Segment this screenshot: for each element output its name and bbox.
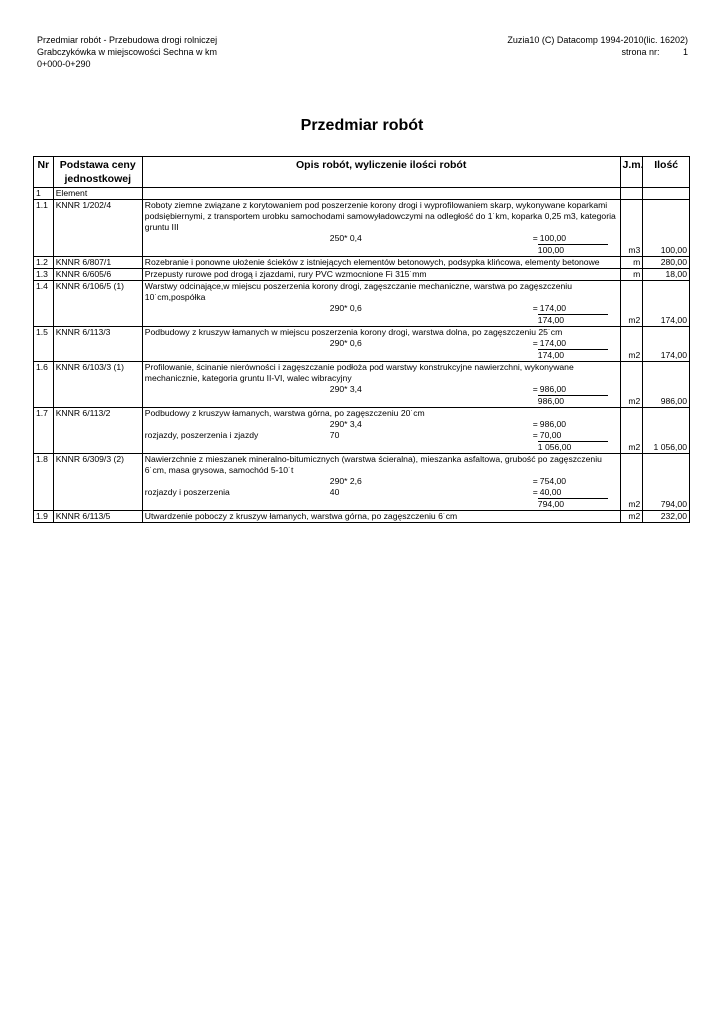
item-qty: 100,00 [643, 200, 690, 257]
header-line: Przedmiar robót - Przebudowa drogi rolniczej [37, 35, 218, 45]
section-desc: Element [53, 188, 142, 200]
item-unit: m [620, 269, 643, 281]
table-row [34, 281, 690, 304]
item-description: Roboty ziemne związane z korytowaniem pod poszerzenie korony drogi i wyprofilowaniem skarp, wykonywane koparkami podsiębiernymi, z transportem urobku samochodami samowyładowczymi na odległość do 1˙km, koparka 0,25 m3, kategoria gruntu III [142, 200, 620, 234]
calc-equals: = [532, 419, 538, 429]
calc-expression: 290* 0,6 [329, 303, 362, 313]
calc-cell [142, 419, 620, 430]
table-row [34, 327, 690, 339]
calc-cell [142, 338, 620, 349]
calc-equals: = [532, 233, 538, 243]
header-nr: Nr [34, 157, 54, 188]
item-nr: 1.6 [34, 362, 54, 408]
item-description: Rozebranie i ponowne ułożenie ścieków z istniejących elementów betonowych, podsypka klińcowa, elementy betonowe [142, 257, 620, 269]
header-base: Podstawa ceny jednostkowej [53, 157, 142, 188]
item-base: KNNR 6/103/3 (1) [53, 362, 142, 408]
item-base: KNNR 6/113/2 [53, 408, 142, 454]
document-header-left [37, 34, 217, 70]
header-line: 0+000-0+290 [37, 59, 91, 69]
item-unit: m2 [620, 454, 643, 511]
item-unit: m2 [620, 327, 643, 362]
sum-cell [142, 441, 620, 454]
sum-value: 794,00 [538, 498, 608, 510]
item-nr: 1.3 [34, 269, 54, 281]
calc-result: 986,00 [539, 384, 567, 394]
calc-equals: = [532, 430, 538, 440]
table-row [34, 511, 690, 523]
page-title: Przedmiar robót [300, 117, 424, 134]
document-header-right [507, 34, 688, 58]
table-header-row [34, 157, 690, 188]
item-qty: 280,00 [643, 257, 690, 269]
sum-cell [142, 349, 620, 362]
item-base: KNNR 6/807/1 [53, 257, 142, 269]
item-qty: 232,00 [643, 511, 690, 523]
item-description: Podbudowy z kruszyw łamanych, warstwa górna, po zagęszczeniu 20˙cm [142, 408, 620, 420]
sum-value: 174,00 [538, 314, 608, 326]
item-description: Nawierzchnie z mieszanek mineralno-bitumicznych (warstwa ścieralna), mieszanka asfaltowa, grubość po zagęszczeniu 6˙cm, masa grysowa, samochód 5-10˙t [142, 454, 620, 477]
page-label: strona nr: [621, 47, 660, 57]
item-qty: 174,00 [643, 281, 690, 327]
calc-label [143, 338, 330, 349]
item-nr: 1.2 [34, 257, 54, 269]
table-row [34, 269, 690, 281]
sum-cell [142, 244, 620, 257]
sum-cell [142, 498, 620, 511]
calc-equals: = [532, 384, 538, 394]
software-license: Zuzia10 (C) Datacomp 1994-2010(lic. 16202) [507, 35, 688, 45]
table-row [34, 362, 690, 385]
calc-cell [142, 487, 620, 498]
calc-expression: 290* 3,4 [329, 419, 362, 429]
calc-cell [142, 476, 620, 487]
page-indicator [507, 46, 688, 58]
item-base: KNNR 6/605/6 [53, 269, 142, 281]
header-desc: Opis robót, wyliczenie ilości robót [142, 157, 620, 188]
calc-result: 100,00 [539, 233, 567, 243]
calc-expression: 40 [329, 487, 340, 497]
header-unit: J.m. [620, 157, 643, 188]
item-base: KNNR 6/106/5 (1) [53, 281, 142, 327]
calc-expression: 290* 3,4 [329, 384, 362, 394]
sum-value: 1 056,00 [538, 441, 608, 453]
item-base: KNNR 6/113/3 [53, 327, 142, 362]
calc-result: 986,00 [539, 419, 567, 429]
sum-value: 174,00 [538, 349, 608, 361]
calc-label [143, 476, 330, 487]
calc-equals: = [532, 303, 538, 313]
header-line: Grabczykówka w miejscowości Sechna w km [37, 47, 218, 57]
calc-equals: = [532, 476, 538, 486]
calc-label: rozjazdy i poszerzenia [144, 487, 230, 497]
calc-cell [142, 384, 620, 395]
table-row [34, 408, 690, 420]
calc-expression: 70 [329, 430, 340, 440]
table-row [34, 257, 690, 269]
item-qty: 174,00 [643, 327, 690, 362]
calc-cell [142, 430, 620, 441]
item-qty: 18,00 [643, 269, 690, 281]
sum-value: 986,00 [538, 395, 608, 407]
calc-label [143, 384, 330, 395]
item-nr: 1.8 [34, 454, 54, 511]
item-unit: m [620, 257, 643, 269]
calc-result: 40,00 [539, 487, 562, 497]
calc-expression: 250* 0,4 [329, 233, 362, 243]
item-base: KNNR 6/113/5 [53, 511, 142, 523]
calc-label: rozjazdy, poszerzenia i zjazdy [144, 430, 259, 440]
calc-result: 70,00 [539, 430, 562, 440]
header-qty: Ilość [643, 157, 690, 188]
item-unit: m2 [620, 511, 643, 523]
item-description: Warstwy odcinające,w miejscu poszerzenia korony drogi, zagęszczanie mechaniczne, warstwa po zagęszczeniu 10˙cm,pospółka [142, 281, 620, 304]
item-base: KNNR 6/309/3 (2) [53, 454, 142, 511]
item-nr: 1.9 [34, 511, 54, 523]
item-nr: 1.7 [34, 408, 54, 454]
item-qty: 794,00 [643, 454, 690, 511]
calc-label [143, 233, 330, 244]
calc-label [143, 419, 330, 430]
calc-result: 174,00 [539, 303, 567, 313]
item-nr: 1.5 [34, 327, 54, 362]
sum-value: 100,00 [538, 244, 608, 256]
bill-of-quantities-table [33, 156, 690, 523]
calc-cell [142, 233, 620, 244]
calc-equals: = [532, 338, 538, 348]
table-row [34, 200, 690, 234]
item-unit: m3 [620, 200, 643, 257]
page-number: 1 [682, 47, 688, 57]
calc-expression: 290* 2,6 [329, 476, 362, 486]
item-unit: m2 [620, 281, 643, 327]
section-row [34, 188, 690, 200]
item-qty: 986,00 [643, 362, 690, 408]
item-unit: m2 [620, 408, 643, 454]
sum-cell [142, 395, 620, 408]
calc-expression: 290* 0,6 [329, 338, 362, 348]
item-nr: 1.4 [34, 281, 54, 327]
item-description: Podbudowy z kruszyw łamanych w miejscu poszerzenia korony drogi, warstwa dolna, po zagęszczeniu 25˙cm [142, 327, 620, 339]
table-row [34, 454, 690, 477]
calc-label [143, 303, 330, 314]
section-nr: 1 [34, 188, 54, 200]
item-nr: 1.1 [34, 200, 54, 257]
item-qty: 1 056,00 [643, 408, 690, 454]
item-unit: m2 [620, 362, 643, 408]
item-base: KNNR 1/202/4 [53, 200, 142, 257]
calc-cell [142, 303, 620, 314]
item-description: Utwardzenie poboczy z kruszyw łamanych, warstwa górna, po zagęszczeniu 6˙cm [142, 511, 620, 523]
sum-cell [142, 314, 620, 327]
calc-equals: = [532, 487, 538, 497]
calc-result: 754,00 [539, 476, 567, 486]
item-description: Przepusty rurowe pod drogą i zjazdami, rury PVC wzmocnione Fi 315˙mm [142, 269, 620, 281]
calc-result: 174,00 [539, 338, 567, 348]
item-description: Profilowanie, ścinanie nierówności i zagęszczanie podłoża pod warstwy konstrukcyjne nawierzchni, wykonywane mechanicznie, kategoria gruntu II-VI, walec wibracyjny [142, 362, 620, 385]
